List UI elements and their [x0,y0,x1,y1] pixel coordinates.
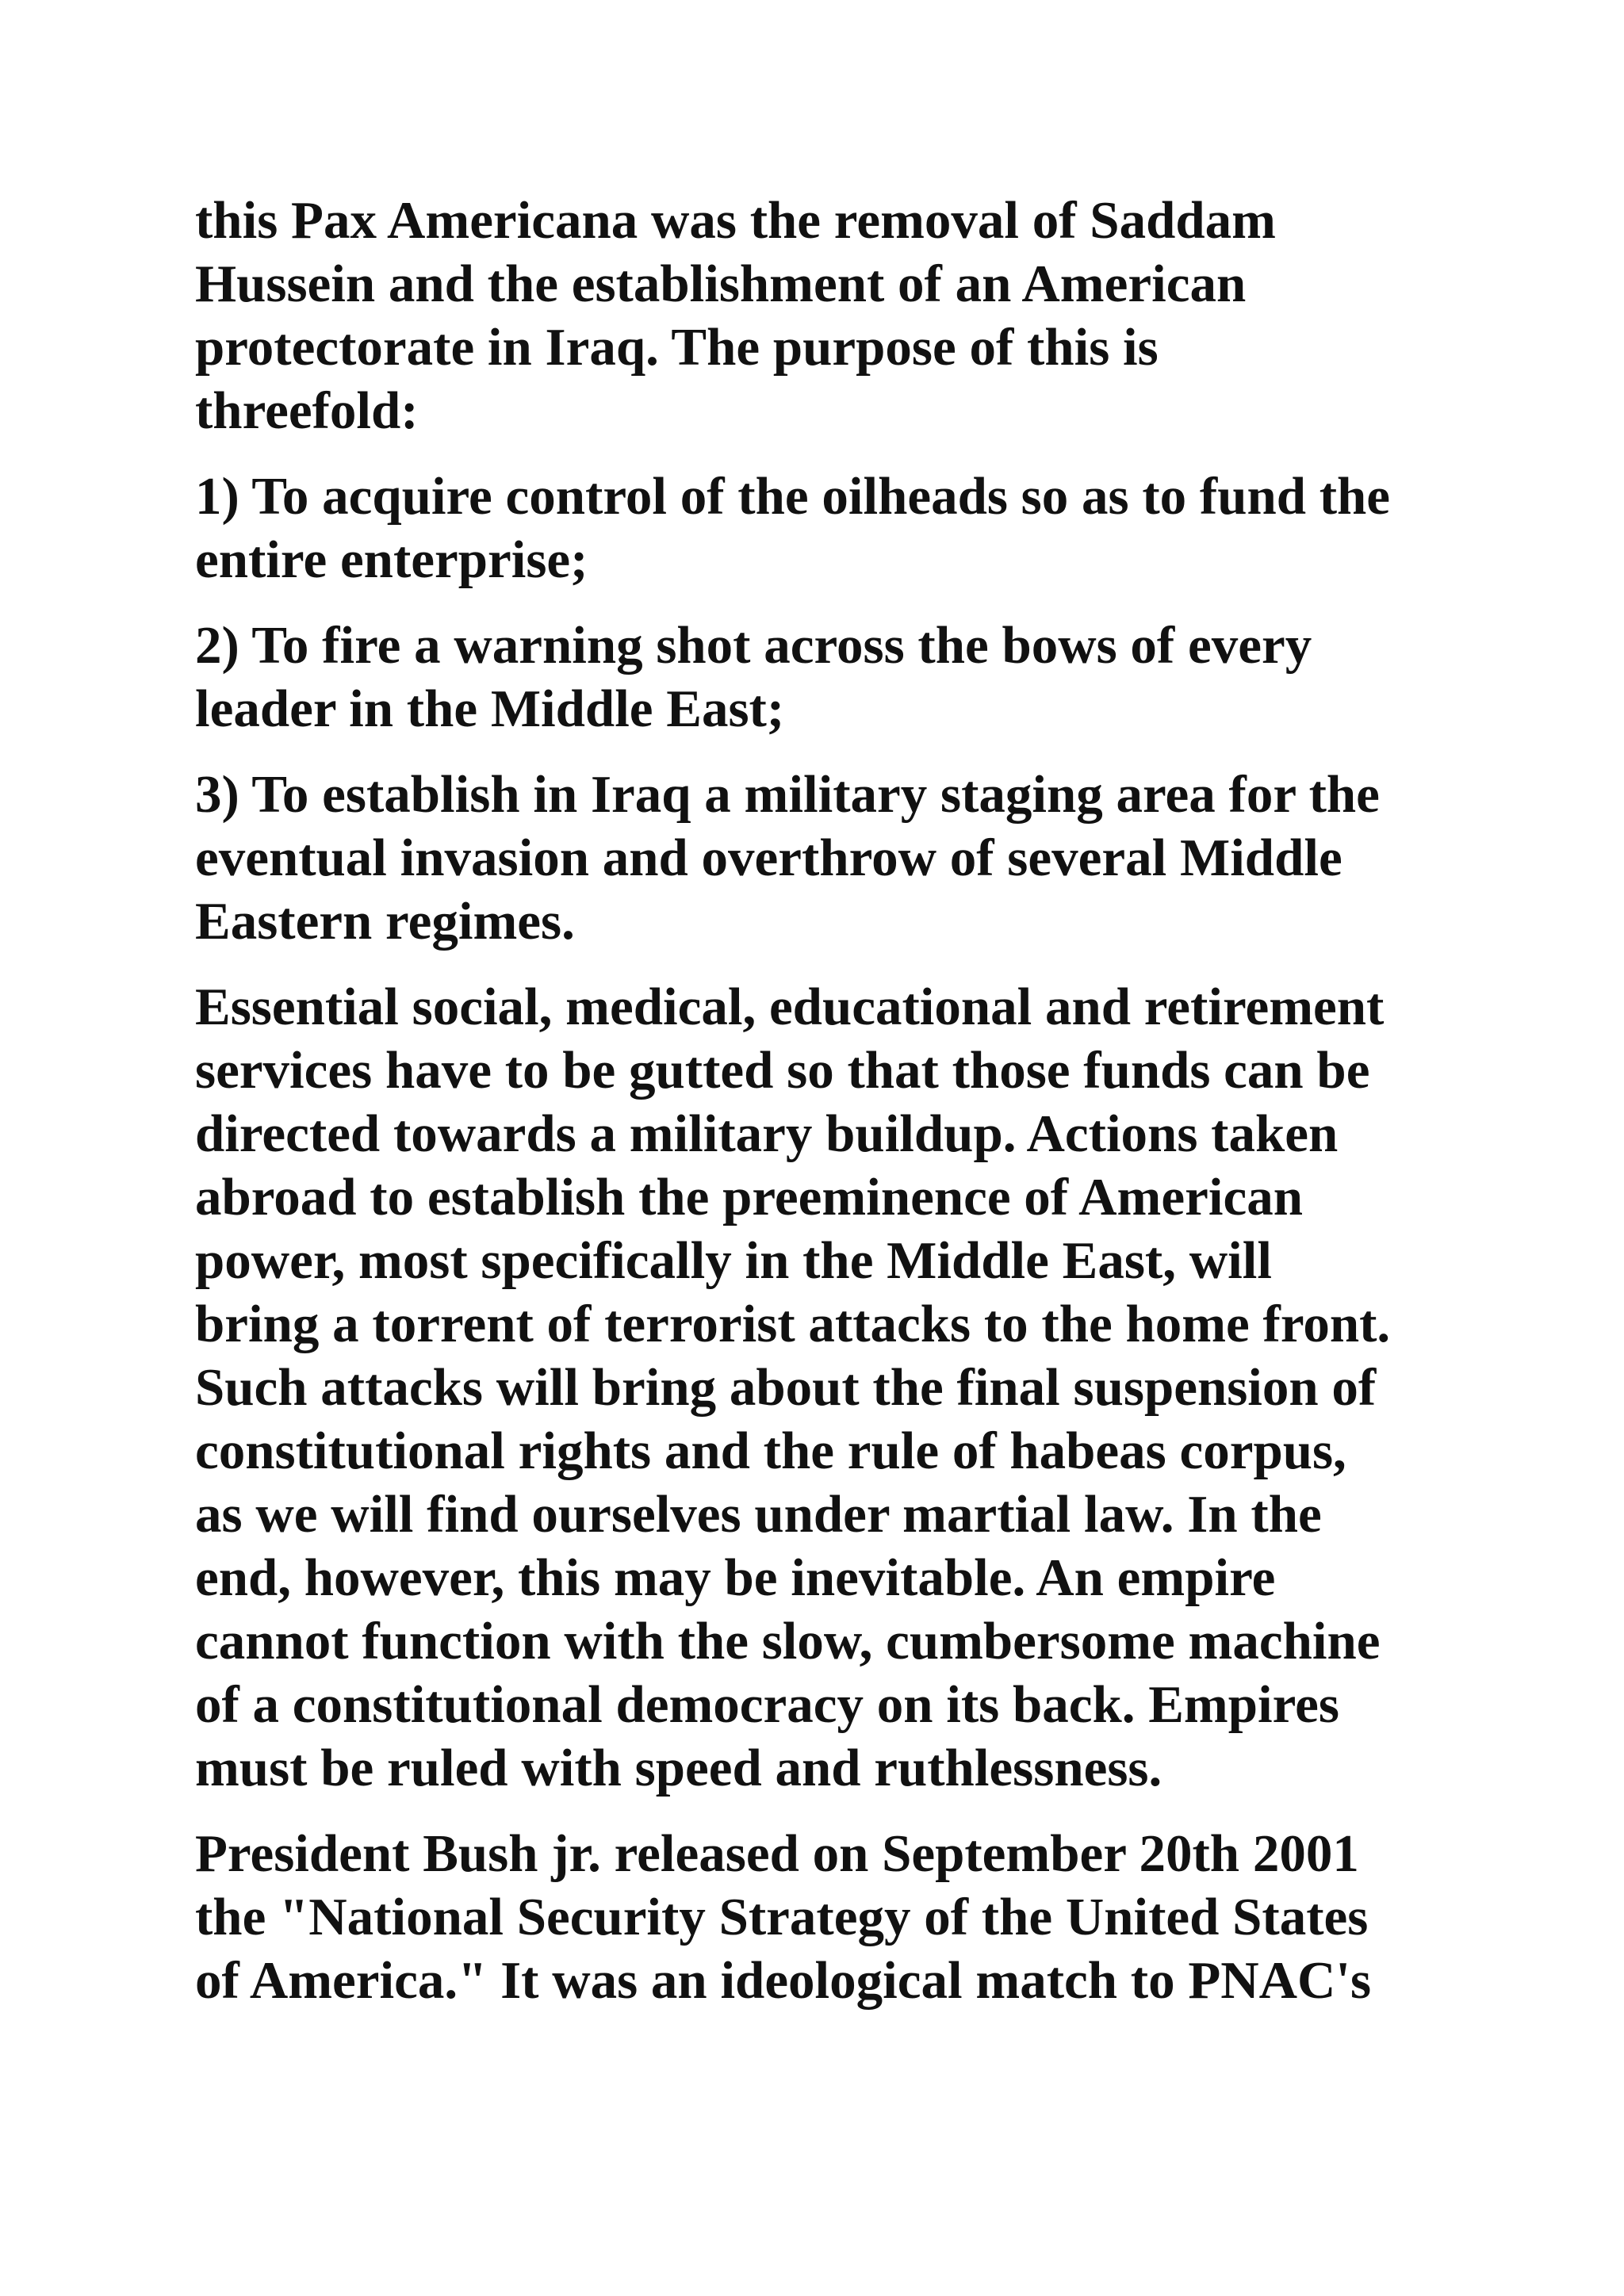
text-line: Eastern regimes. [195,892,575,951]
text-line: end, however, this may be inevitable. An empire [195,1548,1276,1607]
text-line: protectorate in Iraq. The purpose of this is [195,318,1159,377]
text-line: services have to be gutted so that those funds can be [195,1041,1370,1100]
text-line: 1) To acquire control of the oilheads so as to fund the [195,467,1391,526]
text-line: the "National Security Strategy of the United States [195,1888,1369,1946]
text-line: bring a torrent of terrorist attacks to the home front. [195,1295,1391,1353]
text-line: of America." It was an ideological match to PNAC's [195,1951,1372,2010]
text-line: Hussein and the establishment of an American [195,254,1247,313]
list-item-2 [195,614,1496,740]
text-line: President Bush jr. released on September 20th 2001 [195,1824,1359,1883]
text-line: abroad to establish the preeminence of American [195,1168,1303,1226]
list-item-1 [195,465,1496,591]
body-text [195,189,1496,2034]
paragraph-national-security-strategy [195,1822,1496,2012]
text-line: directed towards a military buildup. Actions taken [195,1104,1339,1163]
text-line: as we will find ourselves under martial law. In the [195,1485,1322,1544]
text-line: Such attacks will bring about the final suspension of [195,1358,1377,1417]
text-line: this Pax Americana was the removal of Saddam [195,191,1276,250]
text-line: 2) To fire a warning shot across the bows of every [195,616,1312,675]
text-line: leader in the Middle East; [195,679,785,738]
text-line: threefold: [195,381,419,440]
text-line: eventual invasion and overthrow of several Middle [195,828,1342,887]
text-line: entire enterprise; [195,530,588,589]
text-line: Essential social, medical, educational and retirement [195,978,1385,1036]
list-item-3 [195,763,1496,953]
paragraph-pax-americana [195,189,1496,442]
text-line: cannot function with the slow, cumbersome machine [195,1612,1381,1670]
text-line: 3) To establish in Iraq a military staging area for the [195,765,1380,824]
text-line: of a constitutional democracy on its back. Empires [195,1675,1339,1734]
paragraph-essential-services [195,975,1496,1800]
text-line: constitutional rights and the rule of habeas corpus, [195,1422,1346,1480]
text-line: must be ruled with speed and ruthlessness. [195,1739,1162,1797]
text-line: power, most specifically in the Middle East, will [195,1231,1272,1290]
